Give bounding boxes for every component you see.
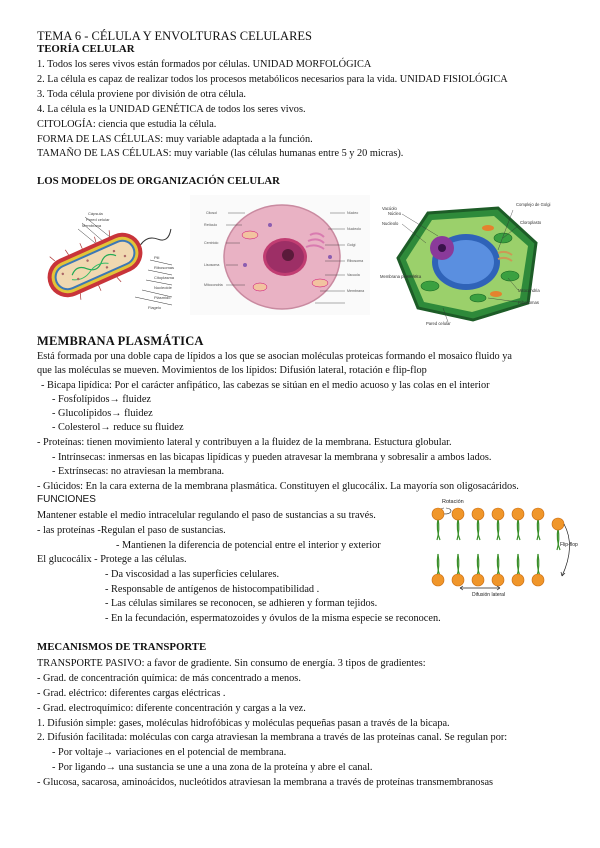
teoria-item-2: 2. La célula es capaz de realizar todos los procesos metabólicos necesarios para la vida. UNIDAD FISIOLÓGICA [37,74,508,85]
svg-text:Vacuola: Vacuola [347,273,360,277]
svg-text:Núcleo: Núcleo [347,211,359,215]
svg-text:Nucleoide: Nucleoide [154,285,172,290]
svg-text:Membrana: Membrana [347,289,365,293]
svg-text:Pared celular: Pared celular [86,217,110,222]
plant-label-vacuolo: Vacúolo [382,206,397,211]
svg-text:Ribosoma: Ribosoma [347,259,364,263]
difusion-simple-line: 1. Difusión simple: gases, moléculas hidrofóbicas y moléculas pequeñas pasan a través de la bicapa. [37,718,450,729]
funciones-heading: FUNCIONES [37,494,96,505]
teoria-item-1: 1. Todos los seres vivos están formados por células. UNIDAD MORFOLÓGICA [37,59,372,70]
funciones-line-6: - Responsable de antígenos de histocompatibilidad . [105,584,320,595]
funciones-line-4: El glucocálix - Protege a las células. [37,554,187,565]
funciones-line-8: - En la fecundación, espermatozoides y óvulos de la misma especie se reconocen. [105,613,441,624]
svg-text:Citosol: Citosol [206,211,217,215]
svg-text:Cápsula: Cápsula [88,211,103,216]
fosfolipidos-line: - Fosfolípidos→ fluidez [52,394,151,405]
intrinsecas-line: - Intrínsecas: inmersas en las bicapas lipídicas y pueden atravesar la membrana y sobresalir a ambos lados. [52,452,492,463]
funciones-line-7: - Las células similares se reconocen, se adhieren y forman tejidos. [105,598,378,609]
extrinsecas-line: - Extrínsecas: no atraviesan la membrana. [52,466,225,477]
difusion-lateral-label: Difusión lateral [472,592,506,598]
funciones-line-5: - Da viscosidad a las superficies celulares. [105,569,280,580]
funciones-line-3: - Mantienen la diferencia de potencial entre el interior y exterior [116,540,381,551]
transporte-heading: MECANISMOS DE TRANSPORTE [37,641,207,653]
plant-label-nucleolo: Nucleolo [382,221,399,226]
membrana-heading: MEMBRANA PLASMÁTICA [37,334,204,348]
grad-concentracion-line: - Grad. de concentración química: de más concentrado a menos. [37,673,301,684]
grad-electrico-line: - Grad. eléctrico: diferentes cargas eléctricas . [37,688,226,699]
teoria-heading: TEORÍA CELULAR [37,43,135,55]
svg-text:Citoplasma: Citoplasma [154,275,175,280]
svg-text:Membrana: Membrana [82,223,102,228]
funciones-line-1: Mantener estable el medio intracelular regulando el paso de sustancias a su través. [37,510,376,521]
svg-text:Pili: Pili [154,255,160,260]
transporte-pasivo-line: TRANSPORTE PASIVO: a favor de gradiente. Sin consumo de energía. 3 tipos de gradientes: [37,658,426,669]
funciones-line-2: - las proteínas -Regulan el paso de sustancias. [37,525,226,536]
plant-label-mitocondria: Mitocondria [518,288,540,293]
rotacion-label: Rotación [442,499,464,505]
svg-text:Nucleolo: Nucleolo [347,227,361,231]
membrana-line-2: que las moléculas se mueven. Movimientos de los lípidos: Difusión lateral, rotación e flip-flop [37,365,427,376]
glucosa-line: - Glucosa, sacarosa, aminoácidos, nucleótidos atraviesan la membrana a través de proteínas transmembranosas [37,777,494,788]
tamano-line: TAMAÑO DE LAS CÉLULAS: muy variable (las células humanas entre 5 y 20 micras). [37,148,404,159]
plant-label-pared: Pared celular [426,321,451,326]
bicapa-line: - Bicapa lipídica: Por el carácter anfipático, las cabezas se sitúan en el medio acuoso y las colas en el interior [41,380,490,391]
proteinas-line: - Proteínas: tienen movimiento lateral y contribuyen a la fluidez de la membrana. Estuctura globular. [37,437,452,448]
citologia-line: CITOLOGÍA: ciencia que estudia la célula. [37,119,217,130]
svg-text:Lisosoma: Lisosoma [204,263,220,267]
prokaryotic-cell-image [30,205,185,315]
modelos-heading: LOS MODELOS DE ORGANIZACIÓN CELULAR [37,175,280,187]
glucolipidos-line: - Glucolípidos→ fluidez [52,408,153,419]
plant-label-cloroplasto: Cloroplasto [520,220,542,225]
plant-label-ribosomas: Ribosomas [518,300,539,305]
plant-label-nucleo: Núcleo [388,211,402,216]
flip-flop-label: Flip-flop [560,542,578,548]
svg-text:Centriolo: Centriolo [204,241,219,245]
glucidos-line: - Glúcidos: En la cara externa de la membrana plasmática. Constituyen el glucocálix. La mayoría son oligosacáridos. [37,481,519,492]
lipid-movement-diagram [420,494,580,600]
colesterol-line: - Colesterol→ reduce su fluidez [52,422,184,433]
difusion-facilitada-line: 2. Difusión facilitada: moléculas con carga atraviesan la membrana a través de las proteínas canal. Se regulan por: [37,732,508,743]
svg-text:Retículo: Retículo [204,223,218,227]
membrana-line-1: Está formada por una doble capa de lípidos a los que se asocian moléculas proteicas formando el mosaico fluido ya [37,351,512,362]
por-voltaje-line: - Por voltaje→ variaciones en el potencial de membrana. [52,747,287,758]
teoria-item-3: 3. Toda célula proviene por división de otra célula. [37,89,246,100]
svg-text:Flagelo: Flagelo [148,305,162,310]
plant-label-membrana: Membrana plasmática [380,274,422,279]
por-ligando-line: - Por ligando→ una sustancia se une a una zona de la proteína y abre el canal. [52,762,373,773]
svg-text:Golgi: Golgi [347,243,356,247]
svg-text:Mitocondria: Mitocondria [204,283,223,287]
svg-text:Plásmido: Plásmido [154,295,171,300]
animal-cell-image [190,195,370,315]
plant-label-golgi: Complejo de Golgi [516,202,551,207]
grad-electroquimico-line: - Grad. electroquímico: diferente concentración y cargas a la vez. [37,703,306,714]
page-title: TEMA 6 - CÉLULA Y ENVOLTURAS CELULARES [37,29,312,43]
plant-cell-image [378,198,558,326]
teoria-item-4: 4. La célula es la UNIDAD GENÉTICA de todos los seres vivos. [37,104,306,115]
svg-text:Ribosomas: Ribosomas [154,265,175,270]
forma-line: FORMA DE LAS CÉLULAS: muy variable adaptada a la función. [37,134,313,145]
